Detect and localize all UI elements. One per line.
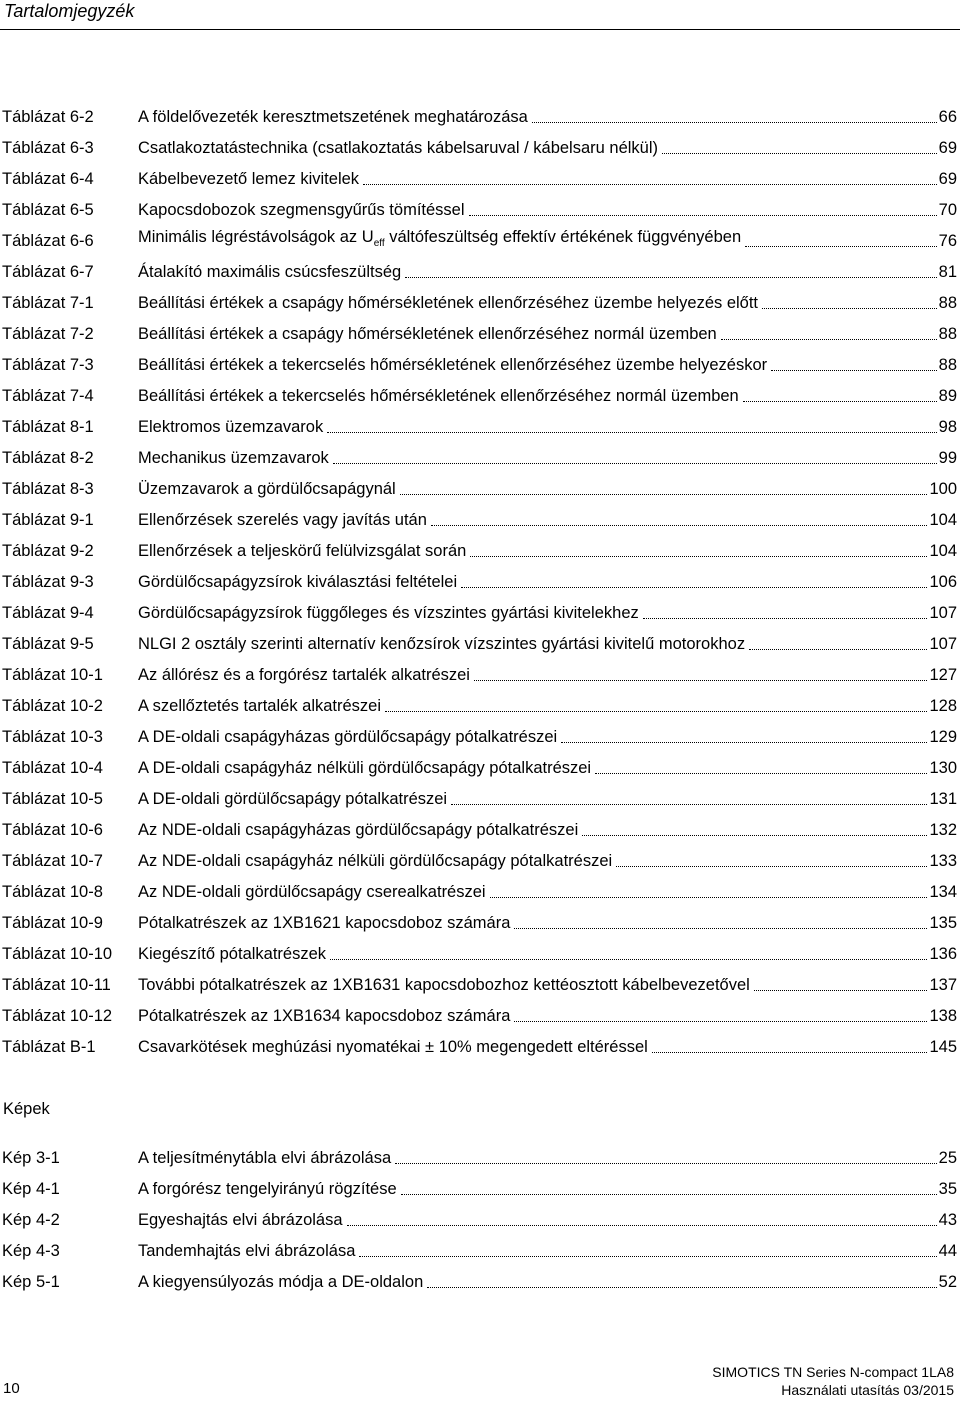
entry-page-number: 88 (938, 293, 957, 312)
toc-table-entry[interactable] (0, 783, 960, 814)
entry-label: Táblázat 10-2 (2, 696, 103, 715)
dot-leader (595, 773, 927, 774)
entry-page-number: 70 (938, 200, 957, 219)
entry-title: További pótalkatrészek az 1XB1631 kapocsdobozhoz kettéosztott kábelbevezetővel (138, 975, 750, 994)
entry-label: Táblázat 6-7 (2, 262, 94, 281)
entry-page-number: 145 (929, 1037, 957, 1056)
entry-label: Táblázat 7-4 (2, 386, 94, 405)
dot-leader (363, 184, 937, 185)
entry-label: Táblázat 10-3 (2, 727, 103, 746)
entry-title: A DE-oldali gördülőcsapágy pótalkatrészei (138, 789, 448, 808)
entry-page-number: 76 (938, 231, 957, 250)
entry-label: Táblázat 7-3 (2, 355, 94, 374)
entry-label: Táblázat 9-5 (2, 634, 94, 653)
entry-title (138, 227, 743, 254)
toc-figure-entry[interactable] (0, 1204, 960, 1235)
entry-title: Gördülőcsapágyzsírok függőleges és vízszintes gyártási kivitelekhez (138, 603, 639, 622)
entry-title: Pótalkatrészek az 1XB1621 kapocsdoboz számára (138, 913, 511, 932)
toc-table-entry[interactable] (0, 535, 960, 566)
toc-table-entry[interactable] (0, 349, 960, 380)
entry-page-number: 104 (929, 510, 957, 529)
toc-table-entry[interactable] (0, 504, 960, 535)
toc-table-entry[interactable] (0, 380, 960, 411)
entry-title: Üzemzavarok a gördülőcsapágynál (138, 479, 396, 498)
entry-title: Beállítási értékek a csapágy hőmérsékletének ellenőrzéséhez üzembe helyezés előtt (138, 293, 759, 312)
entry-title-subscript: eff (373, 238, 385, 249)
entry-title: Beállítási értékek a csapágy hőmérsékletének ellenőrzéséhez normál üzemben (138, 324, 717, 343)
entry-title: Tandemhajtás elvi ábrázolása (138, 1241, 356, 1260)
entry-title: A földelővezeték keresztmetszetének meghatározása (138, 107, 528, 126)
entry-page-number: 104 (929, 541, 957, 560)
entry-page-number: 131 (929, 789, 957, 808)
page-title: Tartalomjegyzék (4, 1, 135, 21)
toc-table-entry[interactable] (0, 876, 960, 907)
entry-label: Táblázat 10-9 (2, 913, 103, 932)
entry-title: Az NDE-oldali csapágyházas gördülőcsapágy pótalkatrészei (138, 820, 579, 839)
entry-title: Az NDE-oldali gördülőcsapágy cserealkatrészei (138, 882, 486, 901)
entry-page-number: 137 (929, 975, 957, 994)
dot-leader (662, 153, 937, 154)
tables-list (0, 101, 960, 1062)
entry-title: Ellenőrzések a teljeskörű felülvizsgálat során (138, 541, 467, 560)
dot-leader (401, 1194, 937, 1195)
toc-table-entry[interactable] (0, 907, 960, 938)
dot-leader (514, 928, 927, 929)
dot-leader (431, 525, 928, 526)
dot-leader (771, 370, 936, 371)
dot-leader (762, 308, 937, 309)
entry-label: Táblázat 8-2 (2, 448, 94, 467)
entry-title: Gördülőcsapágyzsírok kiválasztási feltételei (138, 572, 458, 591)
figures-list (0, 1142, 960, 1297)
toc-table-entry[interactable] (0, 287, 960, 318)
dot-leader (470, 556, 927, 557)
dot-leader (451, 804, 927, 805)
entry-title: Mechanikus üzemzavarok (138, 448, 329, 467)
toc-table-entry[interactable] (0, 194, 960, 225)
entry-label: Táblázat 10-5 (2, 789, 103, 808)
dot-leader (400, 494, 928, 495)
dot-leader (405, 277, 936, 278)
toc-table-entry[interactable] (0, 1031, 960, 1062)
dot-leader (330, 959, 927, 960)
entry-label: Táblázat 10-8 (2, 882, 103, 901)
entry-page-number: 44 (938, 1241, 957, 1260)
toc-table-entry[interactable] (0, 101, 960, 132)
page-header (0, 0, 960, 32)
toc-table-entry[interactable] (0, 256, 960, 287)
entry-title: NLGI 2 osztály szerinti alternatív kenőzsírok vízszintes gyártási kivitelű motorokhoz (138, 634, 746, 653)
toc-table-entry[interactable] (0, 690, 960, 721)
toc-table-entry[interactable] (0, 566, 960, 597)
entry-title: Egyeshajtás elvi ábrázolása (138, 1210, 343, 1229)
dot-leader (359, 1256, 936, 1257)
entry-label: Táblázat 7-1 (2, 293, 94, 312)
footer-page-number: 10 (3, 1380, 20, 1397)
toc-figure-entry[interactable] (0, 1173, 960, 1204)
toc-figure-entry[interactable] (0, 1266, 960, 1297)
entry-title: Kábelbevezető lemez kivitelek (138, 169, 360, 188)
entry-page-number: 100 (929, 479, 957, 498)
dot-leader (721, 339, 937, 340)
entry-title: A teljesítménytábla elvi ábrázolása (138, 1148, 392, 1167)
entry-page-number: 99 (938, 448, 957, 467)
entry-title: Csavarkötések meghúzási nyomatékai ± 10% megengedett eltéréssel (138, 1037, 648, 1056)
dot-leader (745, 246, 937, 247)
entry-label: Táblázat 6-4 (2, 169, 94, 188)
entry-label: Táblázat 6-2 (2, 107, 94, 126)
entry-page-number: 35 (938, 1179, 957, 1198)
entry-page-number: 107 (929, 603, 957, 622)
toc-table-entry[interactable] (0, 969, 960, 1000)
toc-table-entry[interactable] (0, 442, 960, 473)
entry-title: Elektromos üzemzavarok (138, 417, 324, 436)
entry-page-number: 133 (929, 851, 957, 870)
entry-page-number: 134 (929, 882, 957, 901)
entry-label: Táblázat B-1 (2, 1037, 96, 1056)
entry-title: Csatlakoztatástechnika (csatlakoztatás kábelsaruval / kábelsaru nélkül) (138, 138, 659, 157)
dot-leader (582, 835, 927, 836)
dot-leader (427, 1287, 936, 1288)
figures-heading: Képek (3, 1100, 50, 1118)
dot-leader (385, 711, 927, 712)
toc-table-entry[interactable] (0, 1000, 960, 1031)
entry-label: Táblázat 10-12 (2, 1006, 113, 1025)
entry-label: Táblázat 9-1 (2, 510, 94, 529)
entry-page-number: 98 (938, 417, 957, 436)
toc-figure-entry[interactable] (0, 1235, 960, 1266)
entry-label: Kép 4-1 (2, 1179, 60, 1198)
entry-title: Kiegészítő pótalkatrészek (138, 944, 327, 963)
entry-title: Pótalkatrészek az 1XB1634 kapocsdoboz számára (138, 1006, 511, 1025)
entry-page-number: 25 (938, 1148, 957, 1167)
entry-page-number: 81 (938, 262, 957, 281)
entry-title: Az állórész és a forgórész tartalék alkatrészei (138, 665, 470, 684)
entry-label: Táblázat 10-11 (2, 975, 111, 994)
entry-label: Táblázat 10-10 (2, 944, 113, 963)
entry-page-number: 52 (938, 1272, 957, 1291)
entry-page-number: 136 (929, 944, 957, 963)
entry-label: Táblázat 8-1 (2, 417, 94, 436)
entry-page-number: 129 (929, 727, 957, 746)
toc-table-entry[interactable] (0, 845, 960, 876)
entry-label: Táblázat 9-4 (2, 603, 94, 622)
entry-page-number: 69 (938, 169, 957, 188)
toc-table-entry[interactable] (0, 473, 960, 504)
toc-table-entry[interactable] (0, 225, 960, 256)
footer-document: Használati utasítás 03/2015 (781, 1382, 954, 1398)
entry-title: A DE-oldali csapágyház nélküli gördülőcsapágy pótalkatrészei (138, 758, 592, 777)
toc-table-entry[interactable] (0, 814, 960, 845)
entry-title-part: váltófeszültség effektív értékének függvényében (384, 228, 742, 246)
entry-label: Kép 3-1 (2, 1148, 60, 1167)
dot-leader (469, 215, 937, 216)
entry-label: Táblázat 6-3 (2, 138, 94, 157)
entry-page-number: 106 (929, 572, 957, 591)
entry-title: Kapocsdobozok szegmensgyűrűs tömítéssel (138, 200, 465, 219)
entry-page-number: 127 (929, 665, 957, 684)
dot-leader (514, 1021, 927, 1022)
entry-title: Beállítási értékek a tekercselés hőmérsékletének ellenőrzéséhez üzembe helyezéskor (138, 355, 768, 374)
entry-label: Táblázat 10-6 (2, 820, 103, 839)
dot-leader (754, 990, 928, 991)
toc-table-entry[interactable] (0, 411, 960, 442)
toc-table-entry[interactable] (0, 132, 960, 163)
entry-page-number: 88 (938, 324, 957, 343)
toc-table-entry[interactable] (0, 721, 960, 752)
dot-leader (643, 618, 928, 619)
entry-title: Az NDE-oldali csapágyház nélküli gördülőcsapágy pótalkatrészei (138, 851, 613, 870)
entry-page-number: 43 (938, 1210, 957, 1229)
entry-title: Beállítási értékek a tekercselés hőmérsékletének ellenőrzéséhez normál üzemben (138, 386, 739, 405)
dot-leader (616, 866, 927, 867)
dot-leader (395, 1163, 937, 1164)
entry-page-number: 89 (938, 386, 957, 405)
dot-leader (532, 122, 937, 123)
dot-leader (561, 742, 927, 743)
entry-title: A DE-oldali csapágyházas gördülőcsapágy pótalkatrészei (138, 727, 558, 746)
entry-page-number: 69 (938, 138, 957, 157)
entry-label: Táblázat 10-1 (2, 665, 103, 684)
toc-table-entry[interactable] (0, 752, 960, 783)
entry-page-number: 132 (929, 820, 957, 839)
dot-leader (347, 1225, 937, 1226)
toc-table-entry[interactable] (0, 597, 960, 628)
entry-page-number: 135 (929, 913, 957, 932)
footer-product: SIMOTICS TN Series N-compact 1LA8 (712, 1364, 954, 1380)
toc-table-entry[interactable] (0, 659, 960, 690)
toc-figure-entry[interactable] (0, 1142, 960, 1173)
entry-label: Kép 4-2 (2, 1210, 60, 1229)
footer-info (712, 1363, 954, 1399)
dot-leader (333, 463, 937, 464)
header-divider (0, 29, 960, 30)
dot-leader (743, 401, 937, 402)
entry-title: A szellőztetés tartalék alkatrészei (138, 696, 382, 715)
entry-page-number: 138 (929, 1006, 957, 1025)
entry-page-number: 130 (929, 758, 957, 777)
entry-page-number: 107 (929, 634, 957, 653)
entry-label: Táblázat 10-4 (2, 758, 103, 777)
entry-label: Táblázat 6-6 (2, 231, 94, 250)
entry-label: Kép 5-1 (2, 1272, 60, 1291)
entry-label: Táblázat 9-3 (2, 572, 94, 591)
toc-table-entry[interactable] (0, 938, 960, 969)
toc-table-entry[interactable] (0, 318, 960, 349)
entry-title: A forgórész tengelyirányú rögzítése (138, 1179, 397, 1198)
entry-label: Kép 4-3 (2, 1241, 60, 1260)
entry-page-number: 66 (938, 107, 957, 126)
dot-leader (461, 587, 927, 588)
entry-title: A kiegyensúlyozás módja a DE-oldalon (138, 1272, 424, 1291)
entry-page-number: 88 (938, 355, 957, 374)
dot-leader (490, 897, 928, 898)
entry-label: Táblázat 7-2 (2, 324, 94, 343)
dot-leader (474, 680, 927, 681)
entry-title-part: Minimális légréstávolságok az U (138, 228, 374, 246)
entry-title: Ellenőrzések szerelés vagy javítás után (138, 510, 427, 529)
entry-label: Táblázat 6-5 (2, 200, 94, 219)
entry-page-number: 128 (929, 696, 957, 715)
dot-leader (327, 432, 936, 433)
dot-leader (749, 649, 927, 650)
entry-label: Táblázat 10-7 (2, 851, 103, 870)
entry-title: Átalakító maximális csúcsfeszültség (138, 262, 402, 281)
entry-label: Táblázat 8-3 (2, 479, 94, 498)
dot-leader (652, 1052, 928, 1053)
entry-label: Táblázat 9-2 (2, 541, 94, 560)
toc-table-entry[interactable] (0, 163, 960, 194)
toc-table-entry[interactable] (0, 628, 960, 659)
